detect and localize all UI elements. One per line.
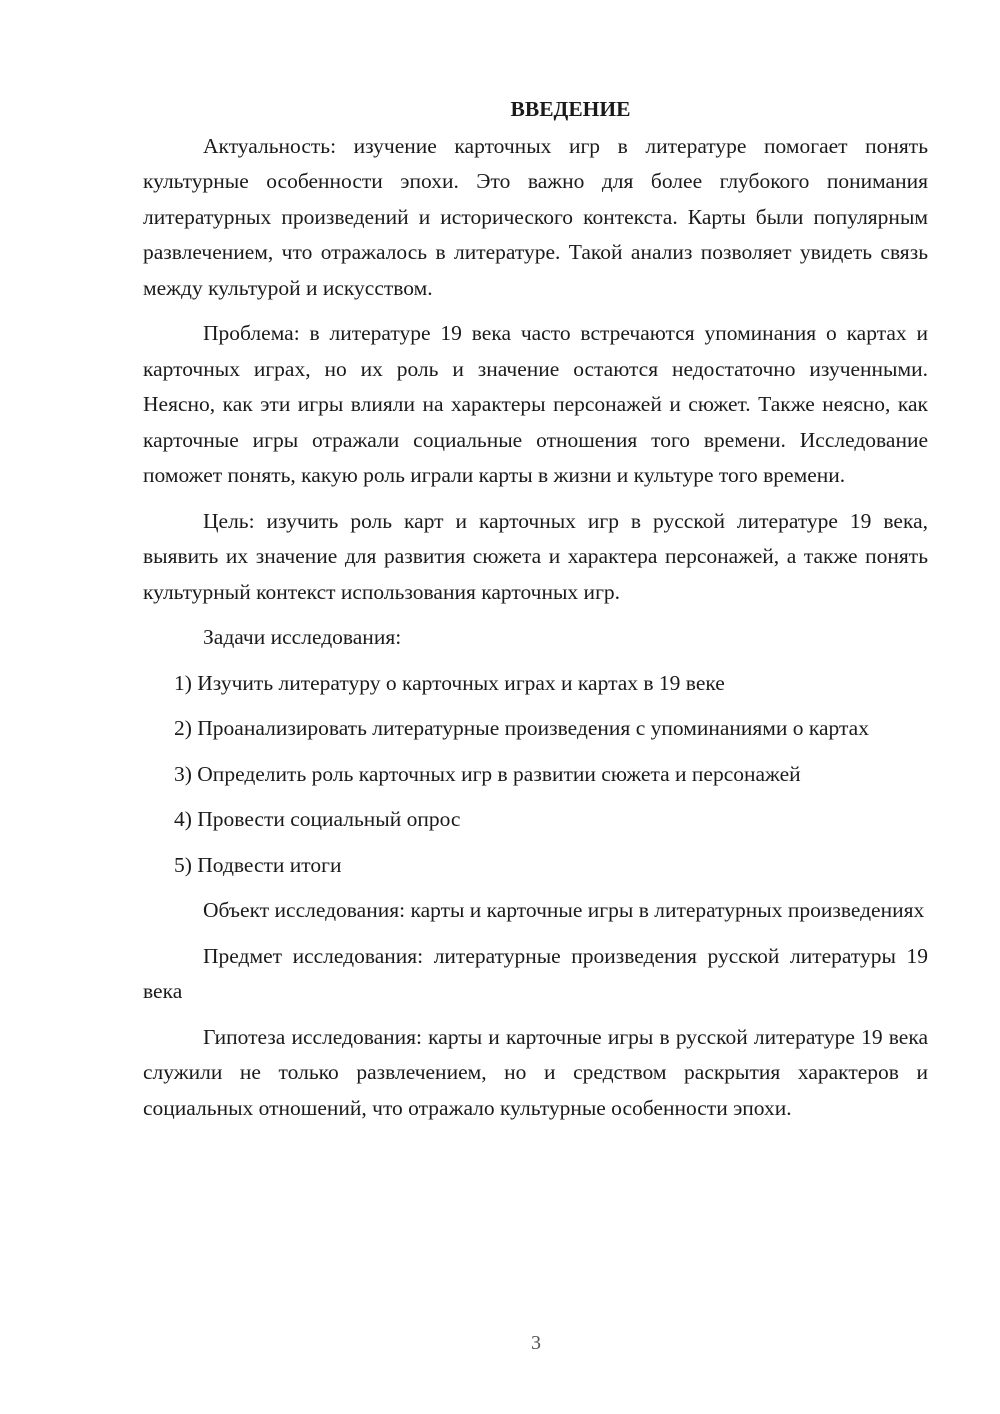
paragraph-goal: Цель: изучить роль карт и карточных игр в русской литературе 19 века, выявить их значение для развития сюжета и характера персонажей, а также понять культурный контекст использования карточных игр. [143,508,928,604]
task-item-3: 3) Определить роль карточных игр в развитии сюжета и персонажей [174,761,801,786]
task-item-5: 5) Подвести итоги [174,852,342,877]
task-item-1: 1) Изучить литературу о карточных играх и картах в 19 веке [174,670,725,695]
task-item-2: 2) Проанализировать литературные произведения с упоминаниями о картах [174,716,869,740]
paragraph-subject: Предмет исследования: литературные произведения русской литературы 19 века [143,943,928,1003]
document-page [143,92,928,1136]
task-item-4: 4) Провести социальный опрос [174,807,461,831]
paragraph-object: Объект исследования: карты и карточные игры в литературных произведениях [203,898,925,922]
paragraph-relevance: Актуальность: изучение карточных игр в литературе помогает понять культурные особенности эпохи. Это важно для более глубокого понимания литературных произведений и исторического контекста. Карты были популярным развлечением, что отражалось в литературе. Такой анализ позволяет увидеть связь между культурой и искусством. [143,133,928,300]
paragraph-problem: Проблема: в литературе 19 века часто встречаются упоминания о картах и карточных играх, но их роль и значение остаются недостаточно изученными. Неясно, как эти игры влияли на характеры персонажей и сюжет. Также неясно, как карточные игры отражали социальные отношения того времени. Исследование поможет понять, какую роль играли карты в жизни и культуре того времени. [143,321,928,487]
paragraph-hypothesis: Гипотеза исследования: карты и карточные игры в русской литературе 19 века служили не только развлечением, но и средством раскрытия характеров и социальных отношений, что отражало культурные особенности эпохи. [143,1024,928,1120]
page-number: 3 [531,1332,541,1354]
paragraph-tasks-intro: Задачи исследования: [203,625,402,649]
section-heading: ВВЕДЕНИЕ [510,97,631,121]
